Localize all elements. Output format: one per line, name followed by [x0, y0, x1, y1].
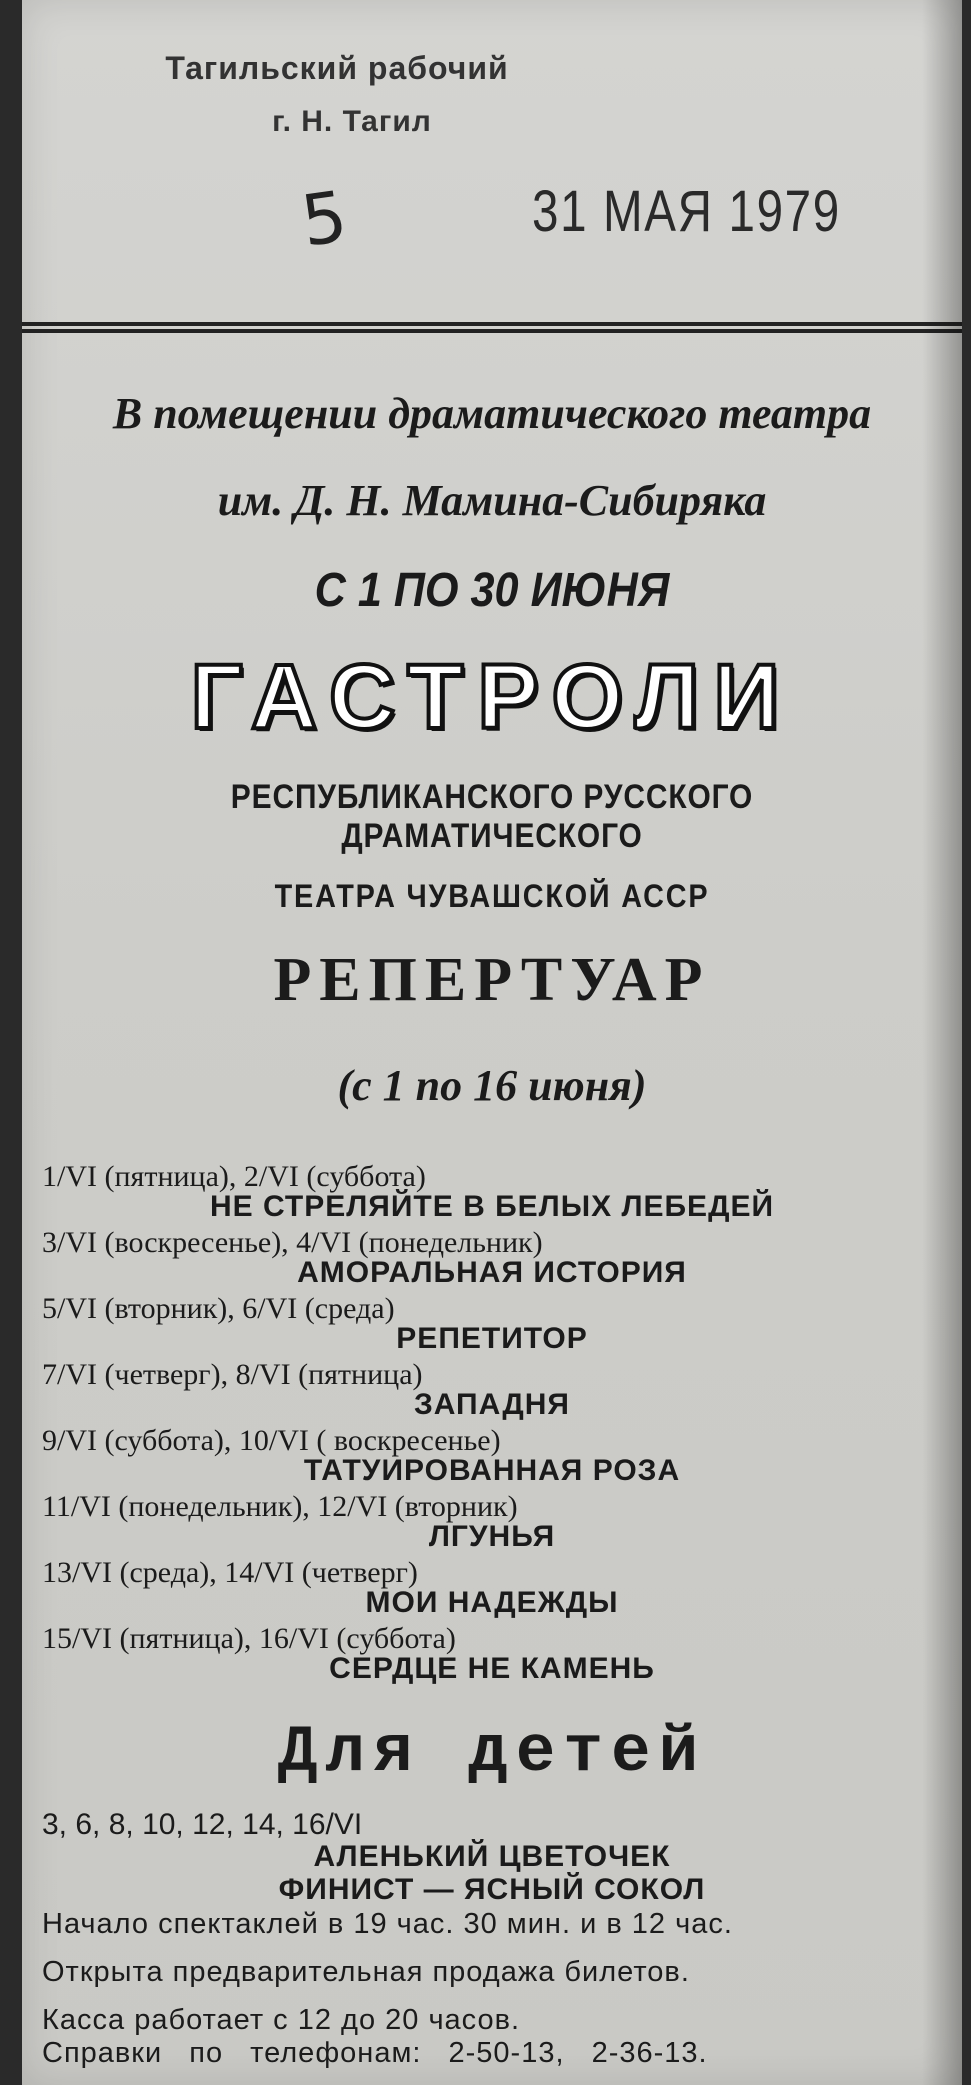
- box-office-hours: Касса работает с 12 до 20 часов.: [42, 2004, 521, 2036]
- tour-dates: С 1 ПО 30 ИЮНЯ: [314, 564, 670, 617]
- children-dates: 3, 6, 8, 10, 12, 14, 16/VI: [42, 1808, 363, 1841]
- repertoire-list: [22, 1160, 962, 1688]
- list-item: [22, 1358, 962, 1424]
- performance-dates: 3/VI (воскресенье), 4/VI (понедельник): [42, 1226, 543, 1259]
- troupe-line-1: РЕСПУБЛИКАНСКОГО РУССКОГО ДРАМАТИЧЕСКОГО: [230, 778, 754, 855]
- performance-dates: 15/VI (пятница), 16/VI (суббота): [42, 1622, 456, 1655]
- performance-dates: 1/VI (пятница), 2/VI (суббота): [42, 1160, 426, 1193]
- performance-dates: 5/VI (вторник), 6/VI (среда): [42, 1292, 395, 1325]
- performance-dates: 11/VI (понедельник), 12/VI (вторник): [42, 1490, 518, 1523]
- newspaper-clipping: [22, 0, 962, 2085]
- date-stamp: 31 МАЯ 1979: [532, 179, 841, 244]
- repertoire-heading: РЕПЕРТУАР: [273, 946, 711, 1014]
- children-play-title: ФИНИСТ — ЯСНЫЙ СОКОЛ: [278, 1873, 706, 1906]
- children-play-title: АЛЕНЬКИЙ ЦВЕТОЧЕК: [313, 1840, 671, 1873]
- play-title: ЛГУНЬЯ: [428, 1520, 556, 1553]
- list-item: [22, 1160, 962, 1226]
- list-item: [22, 1490, 962, 1556]
- play-title: СЕРДЦЕ НЕ КАМЕНЬ: [329, 1652, 655, 1685]
- list-item: [22, 1622, 962, 1688]
- venue-line-2: им. Д. Н. Мамина-Сибиряка: [217, 476, 767, 525]
- repertoire-period: (с 1 по 16 июня): [337, 1061, 647, 1110]
- play-title: НЕ СТРЕЛЯЙТЕ В БЕЛЫХ ЛЕБЕДЕЙ: [209, 1190, 775, 1223]
- newspaper-city: г. Н. Тагил: [272, 105, 432, 138]
- start-time-note: Начало спектаклей в 19 час. 30 мин. и в 12 час.: [42, 1908, 733, 1940]
- headline: ГАСТРОЛИ: [190, 646, 794, 748]
- performance-dates: 7/VI (четверг), 8/VI (пятница): [42, 1358, 423, 1391]
- list-item: [22, 1292, 962, 1358]
- performance-dates: 9/VI (суббота), 10/VI ( воскресенье): [42, 1424, 501, 1457]
- play-title: ТАТУИРОВАННАЯ РОЗА: [303, 1454, 681, 1487]
- play-title: РЕПЕТИТОР: [396, 1322, 588, 1355]
- list-item: [22, 1556, 962, 1622]
- venue-line-1: В помещении драматического театра: [112, 389, 872, 438]
- newspaper-name: Тагильский рабочий: [165, 50, 509, 86]
- troupe-line-2: ТЕАТРА ЧУВАШСКОЙ АССР: [274, 878, 710, 914]
- list-item: [22, 1424, 962, 1490]
- play-title: АМОРАЛЬНАЯ ИСТОРИЯ: [297, 1256, 687, 1289]
- issue-mark: 5: [296, 175, 353, 263]
- performance-dates: 13/VI (среда), 14/VI (четверг): [42, 1556, 418, 1589]
- play-title: МОИ НАДЕЖДЫ: [365, 1586, 619, 1619]
- children-heading: Для детей: [277, 1715, 707, 1790]
- phone-numbers: Справки по телефонам: 2-50-13, 2-36-13.: [42, 2037, 708, 2069]
- presale-note: Открыта предварительная продажа билетов.: [42, 1956, 690, 1988]
- header-rule: [22, 322, 962, 333]
- play-title: ЗАПАДНЯ: [413, 1388, 570, 1421]
- list-item: [22, 1226, 962, 1292]
